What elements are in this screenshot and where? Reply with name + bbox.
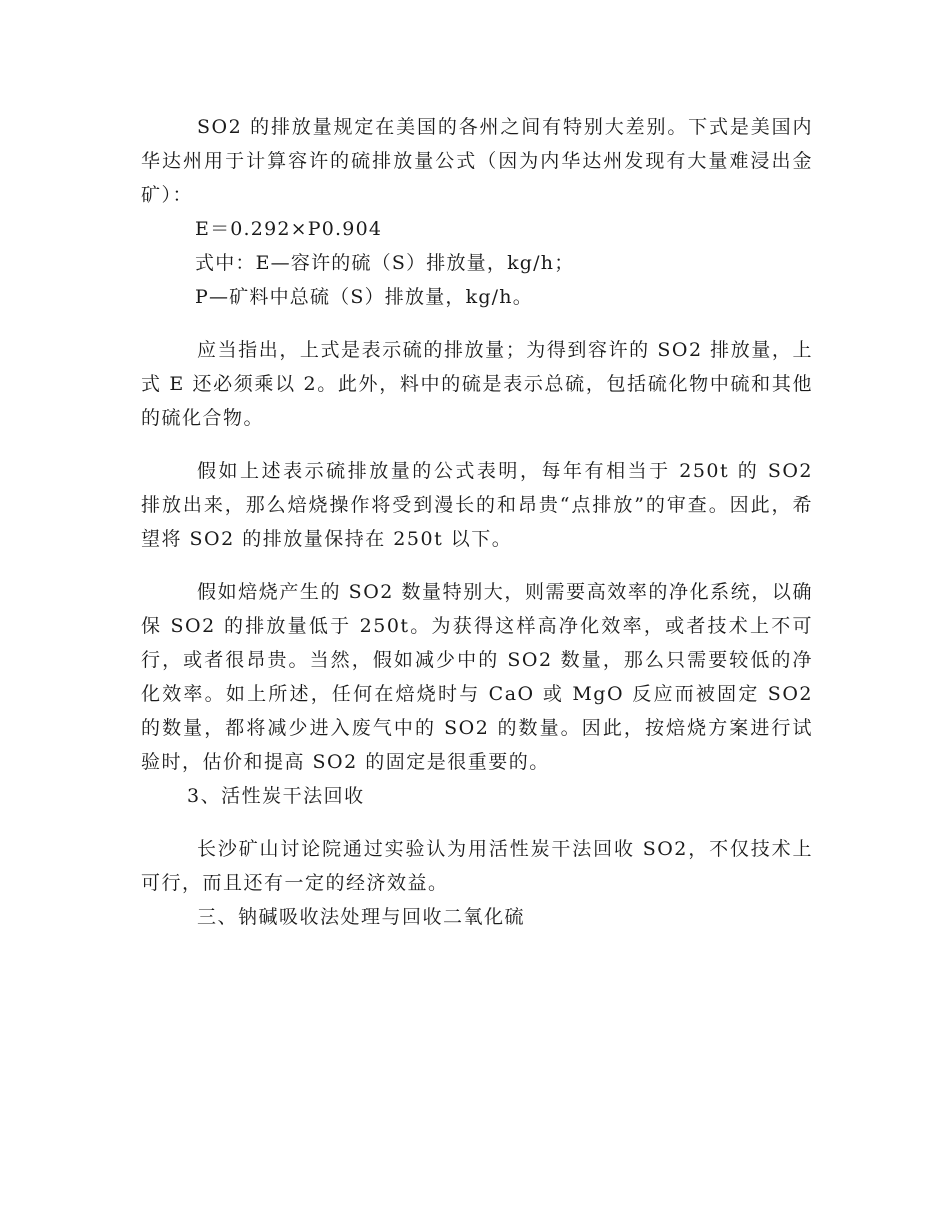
section-title-sodium-alkali: 三、钠碱吸收法处理与回收二氧化硫 xyxy=(197,906,526,928)
paragraph-so2-regulation: SO2 的排放量规定在美国的各州之间有特别大差别。下式是美国内华达州用于计算容许的硫排放量公式（因为内华达州发现有大量难浸出金矿）： xyxy=(141,116,813,206)
formula-emission: E＝0.292×P0.904 xyxy=(195,218,383,240)
paragraph-note-multiply: 应当指出，上式是表示硫的排放量；为得到容许的 SO2 排放量，上式 E 还必须乘以 2。此外，料中的硫是表示总硫，包括硫化物中硫和其他的硫化合物。 xyxy=(141,339,813,429)
paragraph-changsha-research: 长沙矿山讨论院通过实验认为用活性炭干法回收 SO2，不仅技术上可行，而且还有一定的经济效益。 xyxy=(141,838,813,894)
heading-activated-carbon: 3、活性炭干法回收 xyxy=(187,785,365,807)
paragraph-250t-limit: 假如上述表示硫排放量的公式表明，每年有相当于 250t 的 SO2 排放出来，那么焙烧操作将受到漫长的和昂贵“点排放”的审查。因此，希望将 SO2 的排放量保持在 250t 以下。 xyxy=(141,460,813,550)
document-page xyxy=(141,110,813,934)
formula-definition-p: P—矿料中总硫（S）排放量，kg/h。 xyxy=(195,286,533,308)
formula-definition-e: 式中：E—容许的硫（S）排放量，kg/h； xyxy=(195,252,575,274)
paragraph-purification: 假如焙烧产生的 SO2 数量特别大，则需要高效率的净化系统，以确保 SO2 的排放量低于 250t。为获得这样高净化效率，或者技术上不可行，或者很昂贵。当然，假如减少中的 SO2 数量，那么只需要较低的净化效率。如上所述，任何在焙烧时与 CaO 或 MgO 反应而被固定 SO2 的数量，都将减少进入废气中的 SO2 的数量。因此，按焙烧方案进行试验时，估价和提高 SO2 的固定是很重要的。 xyxy=(141,581,813,773)
